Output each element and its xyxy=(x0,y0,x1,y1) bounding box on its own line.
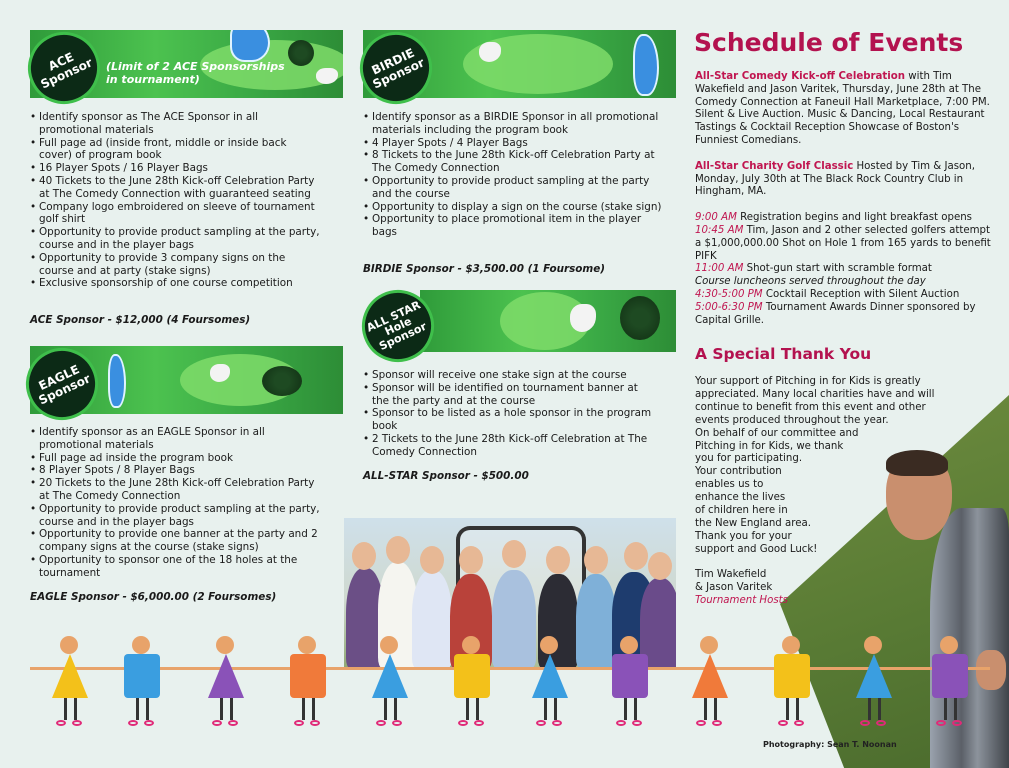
event-kickoff-name: All-Star Comedy Kick-off Celebration xyxy=(695,71,906,82)
thanks-title: A Special Thank You xyxy=(695,345,872,363)
holding-hands-line xyxy=(30,667,990,670)
list-item: • Opportunity to provide 3 company signs on the course and at party (stake signs) xyxy=(30,252,320,278)
kid-figure xyxy=(690,636,730,736)
thanks-line: of children here in xyxy=(695,505,788,517)
allstar-banner xyxy=(420,290,676,352)
thanks-line: enhance the lives xyxy=(695,492,786,504)
thanks-line: the New England area. xyxy=(695,517,811,529)
kid-figure xyxy=(206,636,246,736)
timeline-item xyxy=(695,302,995,328)
list-item: • Opportunity to provide product sampling at the party, course and in the player bags xyxy=(30,226,320,252)
event-kickoff xyxy=(695,71,995,148)
kid-figure xyxy=(50,636,90,736)
timeline-item xyxy=(695,225,995,263)
birdie-badge: BIRDIE Sponsor xyxy=(348,20,444,116)
thanks-line: events produced throughout the year. xyxy=(695,414,889,426)
eagle-benefits-list xyxy=(30,426,320,580)
timeline-time: 5:00-6:30 PM xyxy=(695,301,763,313)
list-item: • 8 Player Spots / 8 Player Bags xyxy=(30,464,320,477)
list-item: • Opportunity to display a sign on the course (stake sign) xyxy=(363,201,663,214)
thanks-line: Thank you for your xyxy=(695,530,792,542)
schedule-body xyxy=(695,71,995,327)
thanks-line: you for participating. xyxy=(695,453,803,465)
eagle-price: EAGLE Sponsor - $6,000.00 (2 Foursomes) xyxy=(30,591,277,603)
list-item: • 4 Player Spots / 4 Player Bags xyxy=(363,137,663,150)
timeline-text: Cocktail Reception with Silent Auction xyxy=(762,288,960,300)
list-item: • Identify sponsor as an EAGLE Sponsor in all promotional materials xyxy=(30,426,320,452)
timeline-item xyxy=(695,212,995,225)
timeline-item xyxy=(695,276,995,289)
kid-figure xyxy=(288,636,328,736)
timeline-text: Shot-gun start with scramble format xyxy=(743,263,932,275)
timeline-time: 11:00 AM xyxy=(695,263,744,275)
list-item: • Exclusive sponsorship of one course competition xyxy=(30,277,320,290)
event-golf-name: All-Star Charity Golf Classic xyxy=(695,160,854,172)
thanks-line: enables us to xyxy=(695,479,764,491)
list-item: • Opportunity to provide one banner at the party and 2 company signs at the course (stake signs) xyxy=(30,528,320,554)
signature-line: Tim Wakefield xyxy=(695,568,767,580)
list-item: • Sponsor will be identified on tournament banner at the the party and at the course xyxy=(363,382,653,408)
thanks-line: appreciated. Many local charities have and will xyxy=(695,388,935,400)
event-golf-details: Hosted by Tim & Jason, Monday, July 30th at The Black Rock Country Club in Hingham, MA. xyxy=(695,160,975,198)
thanks-line: On behalf of our committee and xyxy=(695,427,859,439)
list-item: • Full page ad inside the program book xyxy=(30,452,320,465)
list-item: • 8 Tickets to the June 28th Kick-off Celebration Party at The Comedy Connection xyxy=(363,149,663,175)
sand-trap xyxy=(570,304,596,332)
kid-figure xyxy=(370,636,410,736)
water-hazard xyxy=(633,34,659,96)
timeline-time: 9:00 AM xyxy=(695,212,737,224)
list-item: • Sponsor will receive one stake sign at the course xyxy=(363,369,653,382)
signature-role: Tournament Hosts xyxy=(695,594,788,606)
list-item: • Full page ad (inside front, middle or inside back cover) of program book xyxy=(30,137,320,163)
schedule-title: Schedule of Events xyxy=(694,28,964,57)
birdie-price: BIRDIE Sponsor - $3,500.00 (1 Foursome) xyxy=(363,263,606,275)
birdie-benefits-list xyxy=(363,111,663,239)
kid-figure xyxy=(122,636,162,736)
thanks-body xyxy=(695,376,945,607)
timeline-text: Registration begins and light breakfast opens xyxy=(736,212,972,224)
ace-badge: ACE Sponsor xyxy=(16,20,112,116)
schedule-timeline xyxy=(695,212,995,327)
event-golf xyxy=(695,161,995,199)
timeline-item xyxy=(695,263,995,276)
timeline-item xyxy=(695,289,995,302)
thanks-line: Your support of Pitching in for Kids is greatly xyxy=(695,376,921,387)
sand-trap xyxy=(316,68,338,84)
list-item: • 40 Tickets to the June 28th Kick-off Celebration Party at The Comedy Connection with guaranteed seating xyxy=(30,175,320,201)
tree-cluster xyxy=(262,366,302,396)
ace-price: ACE Sponsor - $12,000 (4 Foursomes) xyxy=(30,314,251,326)
ace-limit-note: (Limit of 2 ACE Sponsorships in tournament) xyxy=(106,60,285,86)
list-item: • Opportunity to place promotional item in the player bags xyxy=(363,213,663,239)
list-item: • Identify sponsor as The ACE Sponsor in all promotional materials xyxy=(30,111,320,137)
list-item: • Company logo embroidered on sleeve of tournament golf shirt xyxy=(30,201,320,227)
list-item: • 16 Player Spots / 16 Player Bags xyxy=(30,162,320,175)
timeline-text: Tim, Jason and 2 other selected golfers attempt a $1,000,000.00 Shot on Hole 1 from 165 yards to benefit PIFK xyxy=(695,224,991,262)
list-item: • Opportunity to provide product sampling at the party, course and in the player bags xyxy=(30,503,320,529)
timeline-text: Course luncheons served throughout the day xyxy=(695,276,926,288)
thanks-line: Your contribution xyxy=(695,466,782,478)
thanks-line: Pitching in for Kids, we thank xyxy=(695,440,844,452)
timeline-time: 4:30-5:00 PM xyxy=(695,288,763,300)
list-item: • Opportunity to sponsor one of the 18 holes at the tournament xyxy=(30,554,320,580)
kid-figure xyxy=(772,636,812,736)
photo-credit: Photography: Sean T. Noonan xyxy=(763,740,897,749)
allstar-benefits-list xyxy=(363,369,653,459)
kid-figure xyxy=(854,636,894,736)
kid-figure xyxy=(530,636,570,736)
list-item: • Opportunity to provide product sampling at the party and the course xyxy=(363,175,663,201)
list-item: • 20 Tickets to the June 28th Kick-off Celebration Party at The Comedy Connection xyxy=(30,477,320,503)
list-item: • Sponsor to be listed as a hole sponsor in the program book xyxy=(363,407,653,433)
ace-benefits-list xyxy=(30,111,320,290)
signature-line: & Jason Varitek xyxy=(695,581,773,593)
kid-figure xyxy=(452,636,492,736)
allstar-price: ALL-STAR Sponsor - $500.00 xyxy=(363,470,529,482)
tree-cluster xyxy=(620,296,660,340)
list-item: • Identify sponsor as a BIRDIE Sponsor in all promotional materials including the program book xyxy=(363,111,663,137)
water-hazard xyxy=(108,354,126,408)
allstar-badge: ALL STAR Hole Sponsor xyxy=(350,278,446,374)
timeline-text: Tournament Awards Dinner sponsored by Capital Grille. xyxy=(695,301,976,326)
kid-figure xyxy=(930,636,970,736)
event-kickoff-details: with Tim Wakefield and Jason Varitek, Thursday, June 28th at The Comedy Connection at Faneuil Hall Marketplace, 7:00 PM. Silent & Live Auction. Music & Dancing, Local Restaurant Tastings & Cocktail Reception Showcase of Boston's Funniest Comedians. xyxy=(695,71,990,146)
thanks-line: support and Good Luck! xyxy=(695,543,818,555)
list-item: • 2 Tickets to the June 28th Kick-off Celebration at The Comedy Connection xyxy=(363,433,653,459)
timeline-time: 10:45 AM xyxy=(695,224,744,236)
kid-figure xyxy=(610,636,650,736)
thanks-line: continue to benefit from this event and other xyxy=(695,401,926,413)
eagle-badge: EAGLE Sponsor xyxy=(14,336,110,432)
